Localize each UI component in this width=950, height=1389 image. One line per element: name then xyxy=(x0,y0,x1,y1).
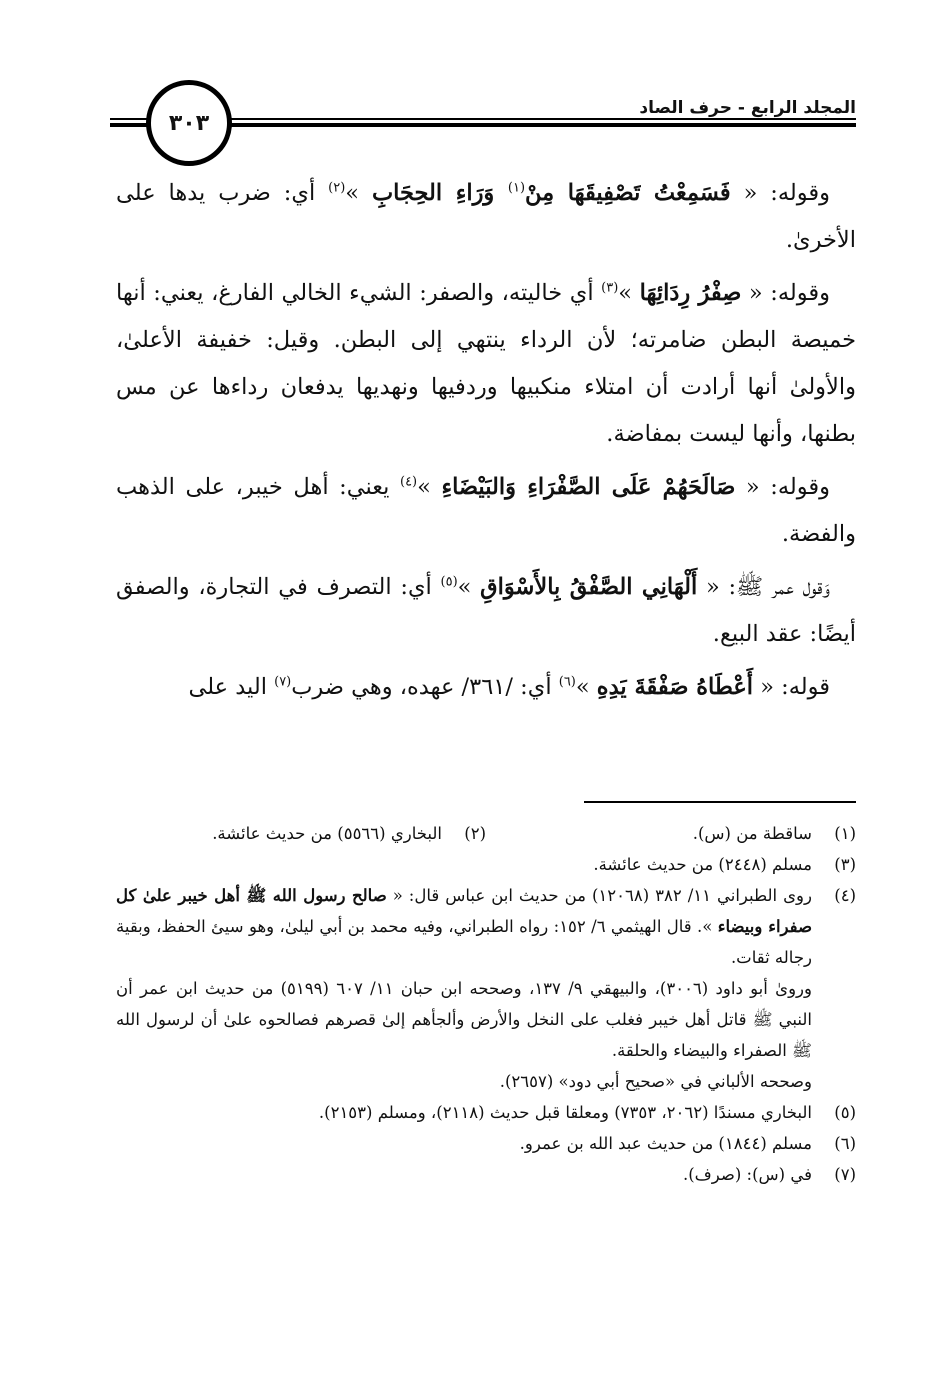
footnote-number: (٦) xyxy=(834,1134,856,1153)
footnote xyxy=(116,1159,856,1190)
para-text: أي خاليته، والصفر: الشيء الخالي الفارغ، يعني: أنها خميصة البطن ضامرته؛ لأن الرداء ينتهي إلى البطن. وقيل: خفيفة الأعلىٰ، والأولىٰ أنها أرادت أن امتلاء منكبيها وردفيها ونهديها يدفعان رداءها عن مس بطنها، وأنها ليست بمفاضة. xyxy=(116,280,856,447)
para-lead: وقوله: « xyxy=(741,280,830,306)
footnote-text-part: وصححه الألباني في «صحيح أبي دود» (٢٦٥٧). xyxy=(499,1072,812,1091)
paragraph xyxy=(116,664,856,711)
para-lead: وقوله: « xyxy=(730,180,830,206)
footnote-text: في (س): (صرف). xyxy=(682,1165,812,1184)
footnote-text-part: ». قال الهيثمي ٦/ ١٥٢: رواه الطبراني، وفيه محمد بن أبي ليلىٰ، وهو سيئ الحفظ، وبقية رجاله ثقات. xyxy=(116,917,812,967)
page-number-text: ٣٠٣ xyxy=(168,110,210,136)
footnote-number: (٧) xyxy=(834,1165,856,1184)
footnote-text: ساقطة من (س). xyxy=(692,824,812,843)
footnote-number: (٥) xyxy=(834,1103,856,1122)
para-lead: قوله: « xyxy=(753,674,830,700)
para-close: » xyxy=(575,674,597,700)
footnote-row xyxy=(116,818,856,849)
hadith-quote: وَرَاءِ الحِجَابِ xyxy=(371,180,508,206)
hadith-quote: أَعْطَاهُ صَفْقَةَ يَدِهِ xyxy=(596,674,754,700)
paragraph xyxy=(116,170,856,264)
footnote-text-part: ورویٰ أبو داود (٣٠٠٦)، والبيهقي ٩/ ١٣٧، وصححه ابن حبان ١١/ ٦٠٧ (٥١٩٩) من حديث ابن عمر أن النبي ﷺ قاتل أهل خيبر فغلب على النخل والأرض وألجأهم إلىٰ قصرهم فصالحوه علىٰ أن لرسول الله ﷺ الصفراء والبيضاء والحلقة. xyxy=(116,979,812,1060)
footnote xyxy=(116,1097,856,1128)
para-lead: وقوله: « xyxy=(735,474,831,500)
footnote-ref: (٢) xyxy=(328,180,346,196)
footnote-ref: (٤) xyxy=(399,474,418,490)
paragraph xyxy=(116,464,856,558)
footnote-text: مسلم (٢٤٤٨) من حديث عائشة. xyxy=(593,855,812,874)
para-text: أي: /٣٦١/ عهده، وهي ضرب xyxy=(291,674,559,700)
page-header xyxy=(110,78,856,168)
hadith-quote: أَلْهَانِي الصَّفْقُ بِالأَسْوَاقِ xyxy=(480,574,698,600)
para-lead: وَقول عمر ﷺ: « xyxy=(697,574,830,600)
footnote-text: البخاري مسندًا (٢٠٦٢، ٧٣٥٣) ومعلقا قبل حديث (٢١١٨)، ومسلم (٢١٥٣). xyxy=(318,1103,812,1122)
footnote xyxy=(116,818,486,849)
para-close: » xyxy=(345,180,372,206)
footnote-ref: (١) xyxy=(507,180,526,196)
para-text: اليد على xyxy=(188,674,275,700)
footnote-hadith: صالح رسول الله ﷺ أهل خيبر علىٰ كل صفراء وبيضاء xyxy=(116,886,812,936)
footnote-ref: (٦) xyxy=(558,674,576,690)
para-close: » xyxy=(417,474,442,500)
para-text: يعني: أهل خيبر، على الذهب والفضة. xyxy=(116,474,856,547)
main-text xyxy=(116,170,856,717)
hadith-quote: صَالَحَهُمْ عَلَى الصَّفْرَاءِ وَالبَيْضَاءِ xyxy=(441,474,736,500)
footnote-number: (٢) xyxy=(464,824,486,843)
running-head: المجلد الرابع - حرف الصاد xyxy=(629,98,856,118)
footnote-number: (٣) xyxy=(834,855,856,874)
footnote-divider xyxy=(584,801,856,803)
footnote xyxy=(116,849,856,880)
footnote-text: مسلم (١٨٤٤) من حديث عبد الله بن عمرو. xyxy=(519,1134,812,1153)
hadith-quote: فَسَمِعْتُ تَصْفِيقَهَا مِنْ xyxy=(525,180,731,206)
paragraph xyxy=(116,270,856,458)
footnote xyxy=(116,1128,856,1159)
footnote-ref: (٣) xyxy=(601,280,619,296)
para-close: » xyxy=(618,280,640,306)
footnote-text-part: روى الطبراني ١١/ ٣٨٢ (١٢٠٦٨) من حديث ابن عباس قال: « xyxy=(386,886,812,905)
paragraph xyxy=(116,564,856,658)
hadith-quote: صِفْرُ رِدَائِهَا xyxy=(639,280,742,306)
footnote xyxy=(486,818,856,849)
para-text: أي: التصرف في التجارة، والصفق أيضًا: عقد البيع. xyxy=(116,574,856,647)
footnote-text xyxy=(116,880,812,1097)
footnote-number: (١) xyxy=(834,824,856,843)
footnote-text: البخاري (٥٥٦٦) من حديث عائشة. xyxy=(212,824,442,843)
footnote-ref: (٥) xyxy=(440,574,458,590)
footnotes xyxy=(116,818,856,1190)
footnote-number: (٤) xyxy=(834,886,856,905)
footnote-ref: (٧) xyxy=(274,674,292,690)
para-close: » xyxy=(457,574,481,600)
para-text: أي: ضرب يدها على الأخرىٰ. xyxy=(116,180,856,253)
page-number xyxy=(146,80,232,166)
footnote xyxy=(116,880,856,1097)
